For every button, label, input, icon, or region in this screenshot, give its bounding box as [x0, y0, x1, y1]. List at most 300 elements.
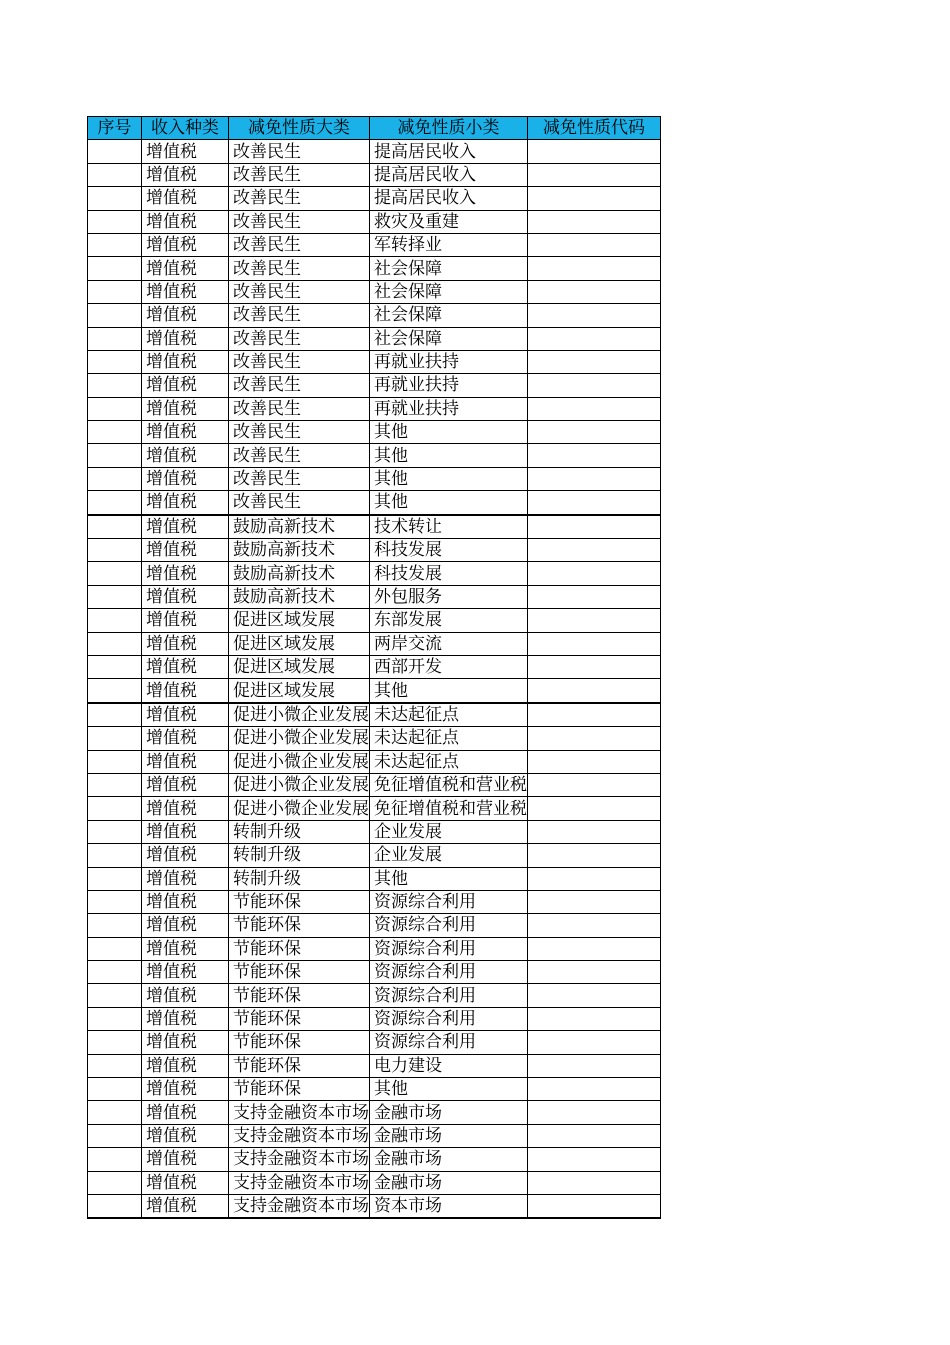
- code-cell[interactable]: [528, 1007, 661, 1030]
- income-type-cell[interactable]: [142, 515, 229, 539]
- code-cell[interactable]: [528, 984, 661, 1007]
- major-category-cell[interactable]: [229, 984, 370, 1007]
- minor-category-cell[interactable]: [370, 491, 528, 515]
- income-type-cell[interactable]: [142, 1194, 229, 1218]
- income-type-cell[interactable]: [142, 187, 229, 210]
- code-cell[interactable]: [528, 1171, 661, 1194]
- header-code[interactable]: 减免性质代码: [528, 117, 661, 140]
- income-type-cell[interactable]: [142, 867, 229, 890]
- income-type-cell[interactable]: [142, 890, 229, 913]
- income-type-cell[interactable]: [142, 820, 229, 843]
- major-category-cell-text: 支持金融资本市场: [233, 1149, 369, 1170]
- index-cell[interactable]: [88, 187, 142, 210]
- index-cell[interactable]: [88, 820, 142, 843]
- minor-category-cell[interactable]: [370, 1148, 528, 1171]
- income-type-cell-text: 增值税: [146, 892, 197, 913]
- income-type-cell-text: 增值税: [146, 633, 197, 654]
- minor-category-cell-text: 再就业扶持: [374, 352, 459, 373]
- income-type-cell[interactable]: [142, 937, 229, 960]
- income-type-cell-text: 增值税: [146, 1055, 197, 1076]
- minor-category-cell[interactable]: [370, 233, 528, 256]
- minor-category-cell[interactable]: [370, 467, 528, 490]
- major-category-cell[interactable]: [229, 327, 370, 350]
- major-category-cell[interactable]: [229, 163, 370, 186]
- code-cell[interactable]: [528, 467, 661, 490]
- index-cell[interactable]: [88, 797, 142, 820]
- minor-category-cell-text: 西部开发: [374, 657, 442, 678]
- code-cell[interactable]: [528, 421, 661, 444]
- minor-category-cell[interactable]: [370, 937, 528, 960]
- income-type-cell-text: 增值税: [146, 1009, 197, 1030]
- major-category-cell-text: 改善民生: [233, 375, 301, 396]
- income-type-cell[interactable]: [142, 467, 229, 490]
- code-cell[interactable]: [528, 257, 661, 280]
- major-category-cell[interactable]: [229, 844, 370, 867]
- income-type-cell[interactable]: [142, 609, 229, 632]
- minor-category-cell[interactable]: [370, 539, 528, 562]
- major-category-cell-text: 转制升级: [233, 845, 301, 866]
- minor-category-cell[interactable]: [370, 797, 528, 820]
- income-type-cell[interactable]: [142, 280, 229, 303]
- income-type-cell-text: 增值税: [146, 305, 197, 326]
- code-cell[interactable]: [528, 750, 661, 773]
- code-cell[interactable]: [528, 515, 661, 539]
- index-cell[interactable]: [88, 844, 142, 867]
- income-type-cell[interactable]: [142, 374, 229, 397]
- income-type-cell-text: 增值税: [146, 1079, 197, 1100]
- major-category-cell-text: 促进区域发展: [233, 657, 335, 678]
- index-cell[interactable]: [88, 210, 142, 233]
- major-category-cell[interactable]: [229, 820, 370, 843]
- index-cell[interactable]: [88, 350, 142, 373]
- major-category-cell[interactable]: [229, 1031, 370, 1054]
- code-cell[interactable]: [528, 585, 661, 608]
- index-cell[interactable]: [88, 961, 142, 984]
- major-category-cell[interactable]: [229, 867, 370, 890]
- major-category-cell-text: 鼓励高新技术: [233, 587, 335, 607]
- code-cell[interactable]: [528, 867, 661, 890]
- income-type-cell[interactable]: [142, 773, 229, 796]
- code-cell[interactable]: [528, 961, 661, 984]
- minor-category-cell[interactable]: [370, 397, 528, 420]
- income-type-cell-text: 增值税: [146, 680, 197, 701]
- major-category-cell[interactable]: [229, 539, 370, 562]
- code-cell[interactable]: [528, 140, 661, 163]
- income-type-cell[interactable]: [142, 585, 229, 608]
- index-cell[interactable]: [88, 397, 142, 420]
- income-type-cell[interactable]: [142, 750, 229, 773]
- income-type-cell[interactable]: [142, 327, 229, 350]
- minor-category-cell[interactable]: [370, 163, 528, 186]
- major-category-cell[interactable]: [229, 280, 370, 303]
- major-category-cell[interactable]: [229, 632, 370, 655]
- code-cell[interactable]: [528, 562, 661, 585]
- code-cell[interactable]: [528, 1031, 661, 1054]
- index-cell[interactable]: [88, 562, 142, 585]
- minor-category-cell-text: 资源综合利用: [374, 915, 476, 936]
- major-category-cell[interactable]: [229, 773, 370, 796]
- index-cell[interactable]: [88, 491, 142, 515]
- minor-category-cell[interactable]: [370, 374, 528, 397]
- income-type-cell[interactable]: [142, 491, 229, 515]
- minor-category-cell[interactable]: [370, 727, 528, 750]
- code-cell[interactable]: [528, 163, 661, 186]
- income-type-cell[interactable]: [142, 163, 229, 186]
- index-cell[interactable]: [88, 280, 142, 303]
- minor-category-cell[interactable]: [370, 562, 528, 585]
- minor-category-cell[interactable]: [370, 820, 528, 843]
- minor-category-cell[interactable]: [370, 914, 528, 937]
- index-cell[interactable]: [88, 1194, 142, 1218]
- code-cell[interactable]: [528, 773, 661, 796]
- code-cell[interactable]: [528, 727, 661, 750]
- index-cell[interactable]: [88, 679, 142, 703]
- income-type-cell-text: 增值税: [146, 587, 197, 607]
- minor-category-cell[interactable]: [370, 1054, 528, 1077]
- code-cell[interactable]: [528, 890, 661, 913]
- code-cell[interactable]: [528, 609, 661, 632]
- income-type-cell-text: 增值税: [146, 492, 197, 513]
- income-type-cell[interactable]: [142, 140, 229, 163]
- index-cell[interactable]: [88, 1054, 142, 1077]
- income-type-cell[interactable]: [142, 350, 229, 373]
- code-cell[interactable]: [528, 1124, 661, 1147]
- code-cell[interactable]: [528, 350, 661, 373]
- major-category-cell-text: 促进小微企业发展: [233, 704, 369, 725]
- major-category-cell-text: 改善民生: [233, 211, 301, 232]
- major-category-cell-text: 改善民生: [233, 141, 301, 162]
- index-cell[interactable]: [88, 655, 142, 678]
- major-category-cell-text: 节能环保: [233, 1055, 301, 1076]
- minor-category-cell[interactable]: [370, 1101, 528, 1124]
- code-cell[interactable]: [528, 844, 661, 867]
- table-row: [88, 562, 661, 585]
- code-cell[interactable]: [528, 187, 661, 210]
- income-type-cell-text: 增值税: [146, 445, 197, 466]
- index-cell[interactable]: [88, 1007, 142, 1030]
- major-category-cell[interactable]: [229, 304, 370, 327]
- major-category-cell[interactable]: [229, 1171, 370, 1194]
- table-row: [88, 890, 661, 913]
- income-type-cell[interactable]: [142, 210, 229, 233]
- index-cell[interactable]: [88, 984, 142, 1007]
- major-category-cell[interactable]: [229, 750, 370, 773]
- major-category-cell-text: 改善民生: [233, 445, 301, 466]
- minor-category-cell[interactable]: [370, 655, 528, 678]
- header-index[interactable]: 序号: [88, 117, 142, 140]
- code-cell[interactable]: [528, 491, 661, 515]
- code-cell[interactable]: [528, 632, 661, 655]
- income-type-cell[interactable]: [142, 1171, 229, 1194]
- major-category-cell[interactable]: [229, 585, 370, 608]
- index-cell[interactable]: [88, 444, 142, 467]
- table-row: [88, 467, 661, 490]
- index-cell[interactable]: [88, 1101, 142, 1124]
- code-cell[interactable]: [528, 797, 661, 820]
- minor-category-cell[interactable]: [370, 703, 528, 727]
- code-cell[interactable]: [528, 397, 661, 420]
- code-cell[interactable]: [528, 1078, 661, 1101]
- major-category-cell[interactable]: [229, 233, 370, 256]
- table-row: [88, 421, 661, 444]
- index-cell[interactable]: [88, 233, 142, 256]
- major-category-cell[interactable]: [229, 1078, 370, 1101]
- code-cell[interactable]: [528, 1101, 661, 1124]
- minor-category-cell-text: 科技发展: [374, 563, 442, 584]
- income-type-cell[interactable]: [142, 1148, 229, 1171]
- income-type-cell[interactable]: [142, 421, 229, 444]
- index-cell[interactable]: [88, 750, 142, 773]
- table-row: [88, 327, 661, 350]
- income-type-cell[interactable]: [142, 1007, 229, 1030]
- major-category-cell[interactable]: [229, 727, 370, 750]
- table-row: [88, 1031, 661, 1054]
- table-row: [88, 727, 661, 750]
- major-category-cell[interactable]: [229, 257, 370, 280]
- major-category-cell[interactable]: [229, 187, 370, 210]
- income-type-cell[interactable]: [142, 914, 229, 937]
- major-category-cell[interactable]: [229, 914, 370, 937]
- table-row: [88, 374, 661, 397]
- index-cell[interactable]: [88, 163, 142, 186]
- index-cell[interactable]: [88, 867, 142, 890]
- major-category-cell[interactable]: [229, 1124, 370, 1147]
- income-type-cell[interactable]: [142, 679, 229, 703]
- minor-category-cell[interactable]: [370, 210, 528, 233]
- major-category-cell[interactable]: [229, 467, 370, 490]
- index-cell[interactable]: [88, 632, 142, 655]
- minor-category-cell[interactable]: [370, 1031, 528, 1054]
- minor-category-cell-text: 社会保障: [374, 258, 442, 279]
- minor-category-cell-text: 东部发展: [374, 610, 442, 631]
- index-cell[interactable]: [88, 140, 142, 163]
- index-cell[interactable]: [88, 1124, 142, 1147]
- minor-category-cell[interactable]: [370, 585, 528, 608]
- code-cell[interactable]: [528, 820, 661, 843]
- minor-category-cell-text: 金融市场: [374, 1102, 442, 1123]
- index-cell[interactable]: [88, 421, 142, 444]
- income-type-cell[interactable]: [142, 562, 229, 585]
- income-type-cell[interactable]: [142, 444, 229, 467]
- income-type-cell[interactable]: [142, 233, 229, 256]
- minor-category-cell-text: 社会保障: [374, 305, 442, 326]
- income-type-cell[interactable]: [142, 703, 229, 727]
- index-cell[interactable]: [88, 585, 142, 608]
- minor-category-cell[interactable]: [370, 350, 528, 373]
- index-cell[interactable]: [88, 327, 142, 350]
- index-cell[interactable]: [88, 304, 142, 327]
- major-category-cell[interactable]: [229, 140, 370, 163]
- index-cell[interactable]: [88, 515, 142, 539]
- minor-category-cell[interactable]: [370, 515, 528, 539]
- minor-category-cell[interactable]: [370, 773, 528, 796]
- header-income-type[interactable]: 收入种类: [142, 117, 229, 140]
- major-category-cell[interactable]: [229, 1007, 370, 1030]
- code-cell[interactable]: [528, 444, 661, 467]
- major-category-cell[interactable]: [229, 515, 370, 539]
- minor-category-cell[interactable]: [370, 679, 528, 703]
- income-type-cell[interactable]: [142, 1078, 229, 1101]
- table-row: [88, 397, 661, 420]
- index-cell[interactable]: [88, 609, 142, 632]
- index-cell[interactable]: [88, 914, 142, 937]
- code-cell[interactable]: [528, 539, 661, 562]
- income-type-cell[interactable]: [142, 961, 229, 984]
- minor-category-cell[interactable]: [370, 1194, 528, 1218]
- minor-category-cell[interactable]: [370, 984, 528, 1007]
- minor-category-cell-text: 电力建设: [374, 1055, 442, 1076]
- index-cell[interactable]: [88, 1171, 142, 1194]
- major-category-cell[interactable]: [229, 1054, 370, 1077]
- minor-category-cell[interactable]: [370, 257, 528, 280]
- major-category-cell[interactable]: [229, 679, 370, 703]
- major-category-cell[interactable]: [229, 210, 370, 233]
- major-category-cell-text: 改善民生: [233, 305, 301, 326]
- income-type-cell[interactable]: [142, 1124, 229, 1147]
- income-type-cell[interactable]: [142, 1054, 229, 1077]
- minor-category-cell[interactable]: [370, 1171, 528, 1194]
- minor-category-cell[interactable]: [370, 1078, 528, 1101]
- minor-category-cell-text: 技术转让: [374, 516, 442, 537]
- index-cell[interactable]: [88, 773, 142, 796]
- minor-category-cell[interactable]: [370, 750, 528, 773]
- major-category-cell[interactable]: [229, 890, 370, 913]
- income-type-cell[interactable]: [142, 1101, 229, 1124]
- minor-category-cell-text: 提高居民收入: [374, 188, 476, 209]
- income-type-cell[interactable]: [142, 655, 229, 678]
- major-category-cell-text: 节能环保: [233, 915, 301, 936]
- major-category-cell[interactable]: [229, 491, 370, 515]
- income-type-cell[interactable]: [142, 844, 229, 867]
- code-cell[interactable]: [528, 304, 661, 327]
- major-category-cell[interactable]: [229, 609, 370, 632]
- major-category-cell[interactable]: [229, 421, 370, 444]
- code-cell[interactable]: [528, 210, 661, 233]
- code-cell[interactable]: [528, 280, 661, 303]
- major-category-cell[interactable]: [229, 937, 370, 960]
- code-cell[interactable]: [528, 679, 661, 703]
- income-type-cell[interactable]: [142, 727, 229, 750]
- major-category-cell[interactable]: [229, 444, 370, 467]
- index-cell[interactable]: [88, 1148, 142, 1171]
- code-cell[interactable]: [528, 703, 661, 727]
- table-row: [88, 304, 661, 327]
- minor-category-cell-text: 资源综合利用: [374, 1009, 476, 1030]
- income-type-cell[interactable]: [142, 397, 229, 420]
- income-type-cell[interactable]: [142, 984, 229, 1007]
- income-type-cell[interactable]: [142, 797, 229, 820]
- minor-category-cell[interactable]: [370, 421, 528, 444]
- major-category-cell[interactable]: [229, 350, 370, 373]
- major-category-cell-text: 改善民生: [233, 235, 301, 256]
- minor-category-cell[interactable]: [370, 444, 528, 467]
- minor-category-cell[interactable]: [370, 890, 528, 913]
- income-type-cell[interactable]: [142, 1031, 229, 1054]
- header-minor-category[interactable]: 减免性质小类: [370, 117, 528, 140]
- minor-category-cell[interactable]: [370, 304, 528, 327]
- code-cell[interactable]: [528, 655, 661, 678]
- major-category-cell[interactable]: [229, 961, 370, 984]
- income-type-cell-text: 增值税: [146, 352, 197, 373]
- header-major-category[interactable]: 减免性质大类: [229, 117, 370, 140]
- index-cell[interactable]: [88, 890, 142, 913]
- minor-category-cell[interactable]: [370, 844, 528, 867]
- major-category-cell-text: 改善民生: [233, 352, 301, 373]
- minor-category-cell[interactable]: [370, 609, 528, 632]
- minor-category-cell[interactable]: [370, 187, 528, 210]
- income-type-cell[interactable]: [142, 304, 229, 327]
- table-row: [88, 773, 661, 796]
- income-type-cell-text: 增值税: [146, 281, 197, 302]
- index-cell[interactable]: [88, 1031, 142, 1054]
- index-cell[interactable]: [88, 1078, 142, 1101]
- code-cell[interactable]: [528, 1194, 661, 1218]
- code-cell[interactable]: [528, 937, 661, 960]
- major-category-cell[interactable]: [229, 1101, 370, 1124]
- table-row: [88, 609, 661, 632]
- major-category-cell[interactable]: [229, 1148, 370, 1171]
- table-row: [88, 187, 661, 210]
- index-cell[interactable]: [88, 703, 142, 727]
- income-type-cell-text: 增值税: [146, 728, 197, 749]
- minor-category-cell[interactable]: [370, 632, 528, 655]
- table-row: [88, 655, 661, 678]
- major-category-cell[interactable]: [229, 655, 370, 678]
- minor-category-cell[interactable]: [370, 867, 528, 890]
- minor-category-cell[interactable]: [370, 280, 528, 303]
- minor-category-cell[interactable]: [370, 1007, 528, 1030]
- table-row: [88, 444, 661, 467]
- table-row: [88, 867, 661, 890]
- code-cell[interactable]: [528, 1054, 661, 1077]
- index-cell[interactable]: [88, 539, 142, 562]
- minor-category-cell-text: 社会保障: [374, 281, 442, 302]
- major-category-cell-text: 改善民生: [233, 422, 301, 443]
- code-cell[interactable]: [528, 233, 661, 256]
- income-type-cell[interactable]: [142, 257, 229, 280]
- code-cell[interactable]: [528, 374, 661, 397]
- major-category-cell-text: 改善民生: [233, 258, 301, 279]
- minor-category-cell[interactable]: [370, 1124, 528, 1147]
- index-cell[interactable]: [88, 937, 142, 960]
- index-cell[interactable]: [88, 257, 142, 280]
- major-category-cell[interactable]: [229, 703, 370, 727]
- minor-category-cell[interactable]: [370, 327, 528, 350]
- major-category-cell[interactable]: [229, 797, 370, 820]
- major-category-cell[interactable]: [229, 397, 370, 420]
- code-cell[interactable]: [528, 1148, 661, 1171]
- index-cell[interactable]: [88, 467, 142, 490]
- minor-category-cell[interactable]: [370, 961, 528, 984]
- major-category-cell[interactable]: [229, 1194, 370, 1218]
- major-category-cell[interactable]: [229, 374, 370, 397]
- minor-category-cell-text: 其他: [374, 445, 408, 466]
- index-cell[interactable]: [88, 727, 142, 750]
- income-type-cell-text: 增值税: [146, 141, 197, 162]
- minor-category-cell-text: 资源综合利用: [374, 892, 476, 913]
- income-type-cell[interactable]: [142, 539, 229, 562]
- index-cell[interactable]: [88, 374, 142, 397]
- major-category-cell[interactable]: [229, 562, 370, 585]
- major-category-cell-text: 节能环保: [233, 1009, 301, 1030]
- major-category-cell-text: 促进小微企业发展: [233, 798, 369, 819]
- code-cell[interactable]: [528, 914, 661, 937]
- income-type-cell[interactable]: [142, 632, 229, 655]
- major-category-cell-text: 节能环保: [233, 985, 301, 1006]
- table-row: [88, 140, 661, 163]
- minor-category-cell[interactable]: [370, 140, 528, 163]
- code-cell[interactable]: [528, 327, 661, 350]
